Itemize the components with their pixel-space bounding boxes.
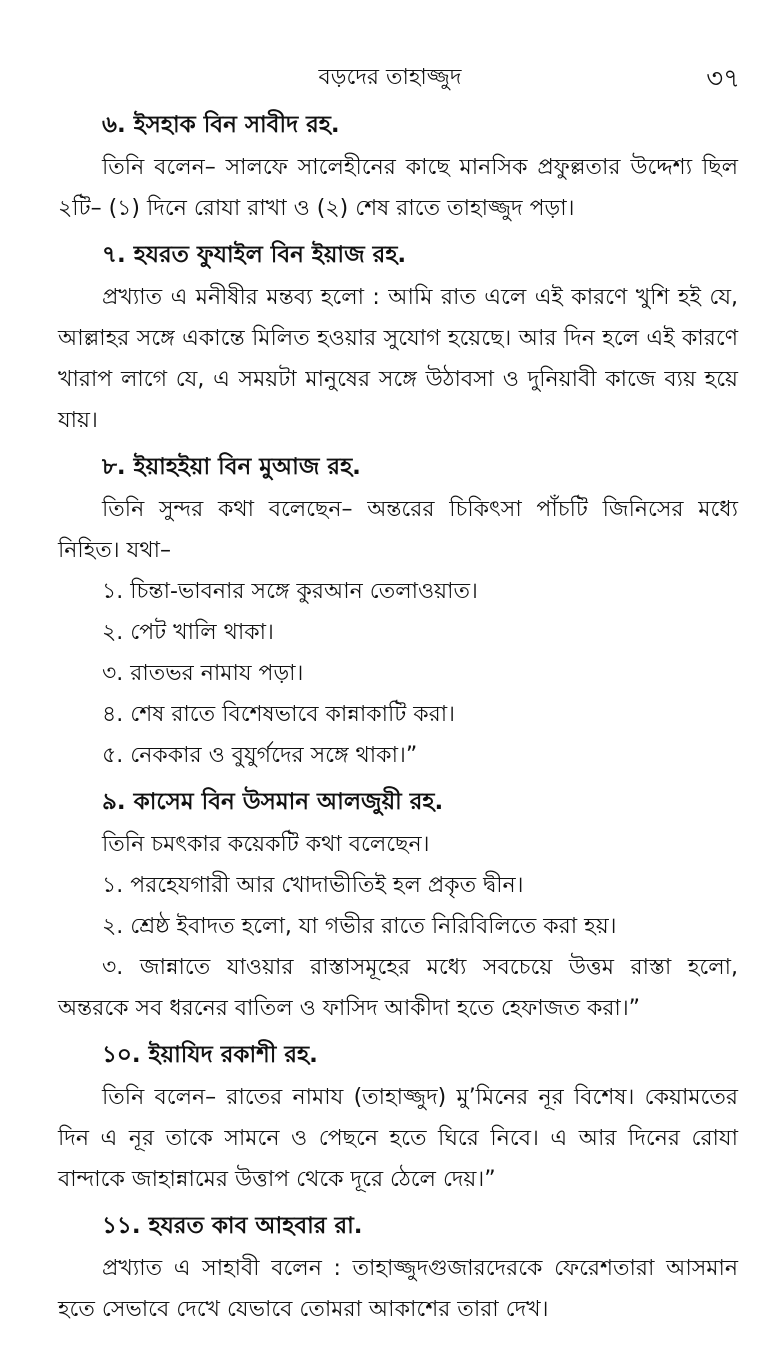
section-paragraph: প্রখ্যাত এ মনীষীর মন্তব্য হলো : আমি রাত এলে এই কারণে খুশি হই যে, আল্লাহর সঙ্গে একান্তে মিলিত হওয়ার সুযোগ হয়েছে। আর দিন হলে এই কারণে খারাপ লাগে যে, এ সময়টা মানুষের সঙ্গে উঠাবসা ও দুনিয়াবী কাজে ব্যয় হয়ে যায়। (58, 285, 738, 433)
section-paragraph: প্রখ্যাত এ সাহাবী বলেন : তাহাজ্জুদগুজারদেরকে ফেরেশতারা আসমান হতে সেভাবে দেখে যেভাবে তোমরা আকাশের তারা দেখ। (58, 1256, 738, 1322)
list-item: ৩. রাতভর নামায পড়া। (102, 661, 304, 686)
section-ishaq-bin-sabid (58, 105, 738, 229)
section-paragraph: তিনি বলেন– রাতের নামায (তাহাজ্জুদ) মু’মিনের নূর বিশেষ। কেয়ামতের দিন এ নূর তাকে সামনে ও পেছনে হতে ঘিরে নিবে। এ আর দিনের রোযা বান্দাকে জাহান্নামের উত্তাপ থেকে দূরে ঠেলে দেয়।” (58, 1085, 738, 1192)
list-item: ১. পরহেযগারী আর খোদাভীতিই হল প্রকৃত দ্বীন। (102, 873, 524, 898)
page-number: ৩৭ (706, 64, 740, 94)
running-title: বড়দের তাহাজ্জুদ (318, 65, 462, 90)
list-item: ২. পেট খালি থাকা। (102, 620, 274, 645)
section-heading: ৬. ইসহাক বিন সাবীদ রহ. (102, 112, 340, 138)
list-item: ২. শ্রেষ্ঠ ইবাদত হলো, যা গভীর রাতে নিরিবিলিতে করা হয়। (102, 914, 617, 939)
section-yahya-bin-muadh (58, 447, 738, 776)
list-item: ৪. শেষ রাতে বিশেষভাবে কান্নাকাটি করা। (102, 702, 456, 727)
section-paragraph: তিনি সুন্দর কথা বলেছেন– অন্তরের চিকিৎসা পাঁচটি জিনিসের মধ্যে নিহিত। যথা– (58, 497, 738, 563)
section-heading: ৮. ইয়াহইয়া বিন মুআজ রহ. (102, 454, 361, 480)
section-paragraph: ৩. জান্নাতে যাওয়ার রাস্তাসমূহের মধ্যে সবচেয়ে উত্তম রাস্তা হলো, অন্তরকে সব ধরনের বাতিল ও ফাসিদ আকীদা হতে হেফাজত করা।” (58, 955, 738, 1021)
section-fudail-bin-iyad (58, 235, 738, 441)
section-heading: ১১. হযরত কাব আহবার রা. (102, 1213, 363, 1239)
section-heading: ৯. কাসেম বিন উসমান আলজুয়ী রহ. (102, 789, 444, 815)
section-heading: ১০. ইয়াযিদ রকাশী রহ. (102, 1042, 318, 1068)
list-item: ১. চিন্তা-ভাবনার সঙ্গে কুরআন তেলাওয়াত। (102, 579, 478, 604)
section-yazid-raqashi (58, 1035, 738, 1200)
list-item: ৫. নেককার ও বুযুর্গদের সঙ্গে থাকা।” (102, 743, 418, 768)
section-kab-ahbar (58, 1206, 738, 1330)
page-header (0, 58, 780, 98)
section-heading: ৭. হযরত ফুযাইল বিন ইয়াজ রহ. (102, 242, 407, 268)
page-body (58, 105, 738, 1330)
section-paragraph: তিনি বলেন– সালফে সালেহীনের কাছে মানসিক প্রফুল্লতার উদ্দেশ্য ছিল ২টি– (১) দিনে রোযা রাখা ও (২) শেষ রাতে তাহাজ্জুদ পড়া। (58, 155, 738, 221)
list-item: তিনি চমৎকার কয়েকটি কথা বলেছেন। (102, 832, 430, 857)
section-qasim-bin-uthman (58, 782, 738, 1029)
